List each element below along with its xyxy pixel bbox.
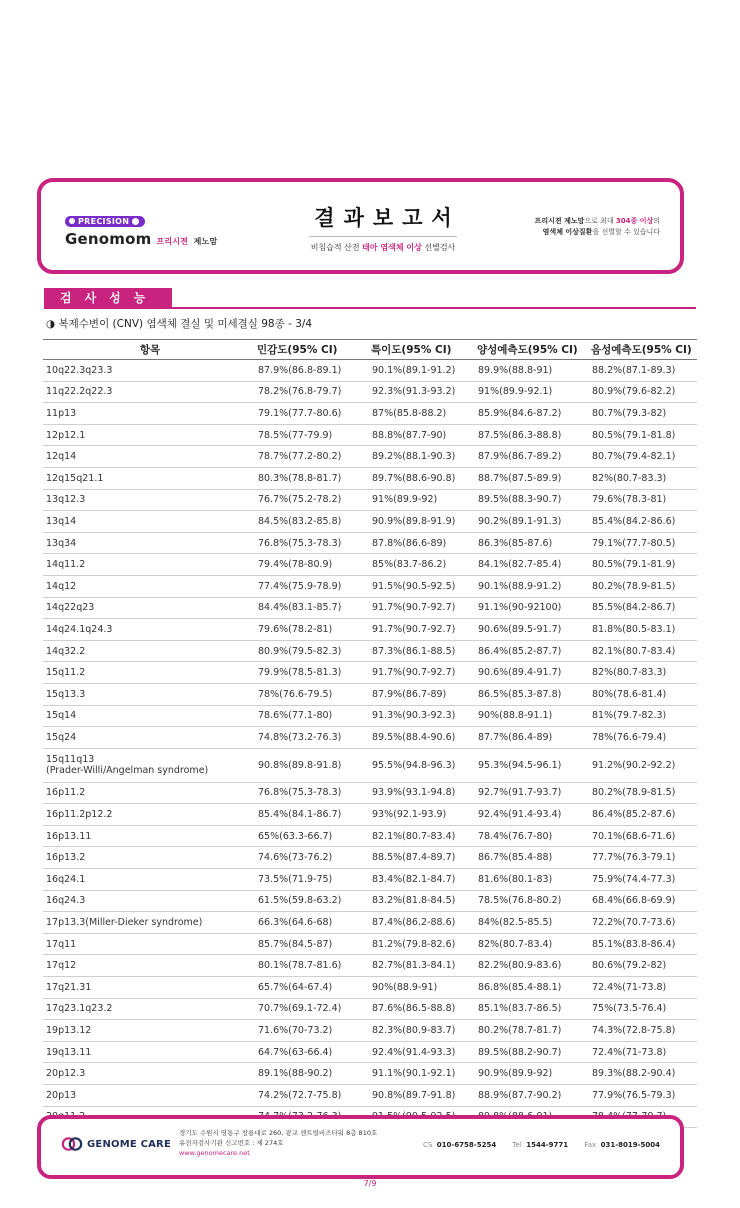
cell-sensitivity: 79.6%(78.2-81)	[257, 619, 371, 641]
cell-item: 20p13	[43, 1085, 257, 1107]
cell-npv: 70.1%(68.6-71.6)	[591, 825, 697, 847]
table-row	[43, 575, 697, 597]
cell-item: 11q22.2q22.3	[43, 381, 257, 403]
cell-ppv: 92.4%(91.4-93.4)	[477, 804, 591, 826]
cell-npv: 72.4%(71-73.8)	[591, 1041, 697, 1063]
cell-sensitivity: 78%(76.6-79.5)	[257, 683, 371, 705]
cell-item: 14q32.2	[43, 640, 257, 662]
note-post: 의	[653, 217, 660, 225]
cell-sensitivity: 79.4%(78-80.9)	[257, 554, 371, 576]
cell-sensitivity: 78.5%(77-79.9)	[257, 424, 371, 446]
note-line-2	[535, 227, 660, 238]
section-divider	[44, 307, 696, 309]
cell-npv: 80.2%(78.9-81.5)	[591, 575, 697, 597]
cell-specificity: 93%(92.1-93.9)	[371, 804, 477, 826]
cell-npv: 80%(78.6-81.4)	[591, 683, 697, 705]
cell-npv: 85.4%(84.2-86.6)	[591, 511, 697, 533]
cell-specificity: 87.9%(86.7-89)	[371, 683, 477, 705]
cell-npv: 88.2%(87.1-89.3)	[591, 360, 697, 382]
header-sensitivity: 민감도(95% CI)	[257, 340, 371, 360]
genomecare-logo	[61, 1137, 171, 1151]
cell-sensitivity: 65.7%(64-67.4)	[257, 977, 371, 999]
cell-sensitivity: 78.2%(76.8-79.7)	[257, 381, 371, 403]
cell-item: 19q13.11	[43, 1041, 257, 1063]
table-row	[43, 511, 697, 533]
cell-ppv: 89.5%(88.3-90.7)	[477, 489, 591, 511]
cell-ppv: 86.7%(85.4-88)	[477, 847, 591, 869]
fax-label: Fax	[584, 1141, 597, 1149]
cell-ppv: 82.2%(80.9-83.6)	[477, 955, 591, 977]
header-item: 항목	[43, 340, 257, 360]
cell-specificity: 92.3%(91.3-93.2)	[371, 381, 477, 403]
note-end: 을 선별할 수 있습니다	[592, 228, 660, 236]
cell-sensitivity: 87.9%(86.8-89.1)	[257, 360, 371, 382]
table-row	[43, 847, 697, 869]
cell-sensitivity: 78.6%(77.1-80)	[257, 705, 371, 727]
table-caption: ◑ 복제수변이 (CNV) 염색체 결실 및 미세결실 98종 - 3/4	[46, 318, 313, 330]
cell-ppv: 87.5%(86.3-88.8)	[477, 424, 591, 446]
cell-ppv: 84%(82.5-85.5)	[477, 912, 591, 934]
cell-specificity: 85%(83.7-86.2)	[371, 554, 477, 576]
cell-ppv: 87.9%(86.7-89.2)	[477, 446, 591, 468]
cell-specificity: 91.7%(90.7-92.7)	[371, 619, 477, 641]
cell-sensitivity: 85.4%(84.1-86.7)	[257, 804, 371, 826]
report-subtitle	[303, 242, 463, 253]
cell-sensitivity: 79.9%(78.5-81.3)	[257, 662, 371, 684]
brand-label: Genomom	[65, 230, 152, 248]
cell-sensitivity: 77.4%(75.9-78.9)	[257, 575, 371, 597]
cell-item: 10q22.3q23.3	[43, 360, 257, 382]
cell-specificity: 83.2%(81.8-84.5)	[371, 890, 477, 912]
table-row	[43, 825, 697, 847]
header-npv: 음성예측도(95% CI)	[591, 340, 697, 360]
cell-npv: 89.3%(88.2-90.4)	[591, 1063, 697, 1085]
cell-npv: 80.7%(79.3-82)	[591, 403, 697, 425]
fax-number: 031-8019-5004	[600, 1141, 660, 1149]
license: 유전자검사기관 신고번호 : 제 274호	[179, 1139, 284, 1147]
subtitle-highlight: 태아 염색체 이상	[362, 243, 422, 252]
cell-sensitivity: 74.2%(72.7-75.8)	[257, 1085, 371, 1107]
table-row	[43, 597, 697, 619]
cell-ppv: 86.8%(85.4-88.1)	[477, 977, 591, 999]
cell-specificity: 90.9%(89.8-91.9)	[371, 511, 477, 533]
cell-ppv: 90.1%(88.9-91.2)	[477, 575, 591, 597]
table-row	[43, 683, 697, 705]
cs-label: CS	[423, 1141, 433, 1149]
cell-item: 15q11.2	[43, 662, 257, 684]
table-row	[43, 998, 697, 1020]
table-row	[43, 489, 697, 511]
cell-sensitivity: 70.7%(69.1-72.4)	[257, 998, 371, 1020]
cell-npv: 68.4%(66.8-69.9)	[591, 890, 697, 912]
cell-ppv: 81.6%(80.1-83)	[477, 869, 591, 891]
website-link[interactable]: www.genomecare.net	[179, 1149, 250, 1157]
table-row	[43, 1020, 697, 1042]
table-row	[43, 955, 697, 977]
cell-npv: 86.4%(85.2-87.6)	[591, 804, 697, 826]
cell-specificity: 90%(88.9-91)	[371, 977, 477, 999]
table-row	[43, 446, 697, 468]
cell-npv: 75.9%(74.4-77.3)	[591, 869, 697, 891]
cell-item: 16q24.3	[43, 890, 257, 912]
cell-npv: 72.2%(70.7-73.6)	[591, 912, 697, 934]
cell-item: 12q15q21.1	[43, 467, 257, 489]
cell-item: 12p12.1	[43, 424, 257, 446]
cell-specificity: 95.5%(94.8-96.3)	[371, 748, 477, 782]
subtitle-post: 선별검사	[421, 243, 456, 252]
cell-npv: 75%(73.5-76.4)	[591, 998, 697, 1020]
brand-name	[65, 230, 217, 248]
cell-sensitivity: 80.3%(78.8-81.7)	[257, 467, 371, 489]
cell-item: 17q23.1q23.2	[43, 998, 257, 1020]
section-tab: 검사성능	[44, 288, 172, 308]
cell-specificity: 87.8%(86.6-89)	[371, 532, 477, 554]
table-row	[43, 869, 697, 891]
cell-sensitivity: 78.7%(77.2-80.2)	[257, 446, 371, 468]
cell-npv: 80.6%(79.2-82)	[591, 955, 697, 977]
cell-ppv: 87.7%(86.4-89)	[477, 727, 591, 749]
cell-sensitivity: 74.8%(73.2-76.3)	[257, 727, 371, 749]
cell-sensitivity: 76.8%(75.3-78.3)	[257, 532, 371, 554]
cell-item: 15q24	[43, 727, 257, 749]
cell-item: 14q24.1q24.3	[43, 619, 257, 641]
cell-item: 13q14	[43, 511, 257, 533]
cell-npv: 82%(80.7-83.3)	[591, 467, 697, 489]
header-ppv: 양성예측도(95% CI)	[477, 340, 591, 360]
table-row	[43, 1041, 697, 1063]
cell-specificity: 93.9%(93.1-94.8)	[371, 782, 477, 804]
cell-specificity: 91%(89.9-92)	[371, 489, 477, 511]
cell-ppv: 90.6%(89.4-91.7)	[477, 662, 591, 684]
cell-ppv: 82%(80.7-83.4)	[477, 933, 591, 955]
cell-item: 14q12	[43, 575, 257, 597]
table-row	[43, 782, 697, 804]
cell-specificity: 90.1%(89.1-91.2)	[371, 360, 477, 382]
cell-item: 13q12.3	[43, 489, 257, 511]
note-brand: 프리시젼 제노맘	[534, 217, 585, 225]
report-footer	[37, 1115, 684, 1179]
cell-npv: 72.4%(71-73.8)	[591, 977, 697, 999]
note-disease: 염색체 이상질환	[542, 228, 593, 236]
table-row	[43, 662, 697, 684]
genomom-logo	[65, 209, 217, 248]
cell-item: 11p13	[43, 403, 257, 425]
cell-item: 16p11.2p12.2	[43, 804, 257, 826]
cell-sensitivity: 84.4%(83.1-85.7)	[257, 597, 371, 619]
cell-item-line: (Prader-Willi/Angelman syndrome)	[46, 765, 209, 777]
table-row	[43, 727, 697, 749]
cell-sensitivity: 71.6%(70-73.2)	[257, 1020, 371, 1042]
cell-ppv: 85.1%(83.7-86.5)	[477, 998, 591, 1020]
cell-npv: 82%(80.7-83.3)	[591, 662, 697, 684]
cell-specificity: 83.4%(82.1-84.7)	[371, 869, 477, 891]
cell-item: 16q24.1	[43, 869, 257, 891]
cell-npv: 80.5%(79.1-81.9)	[591, 554, 697, 576]
table-row	[43, 403, 697, 425]
cell-sensitivity: 73.5%(71.9-75)	[257, 869, 371, 891]
table-row	[43, 1063, 697, 1085]
cell-specificity: 91.5%(90.5-92.5)	[371, 575, 477, 597]
cell-specificity: 91.7%(90.7-92.7)	[371, 597, 477, 619]
subtitle-pre: 비침습적 산전	[310, 243, 363, 252]
table-row	[43, 912, 697, 934]
cell-item: 15q13.3	[43, 683, 257, 705]
cell-item: 17q11	[43, 933, 257, 955]
page-number: 7/9	[363, 1179, 377, 1188]
cell-specificity: 82.1%(80.7-83.4)	[371, 825, 477, 847]
badge-dot-icon	[69, 218, 75, 224]
cell-specificity: 88.5%(87.4-89.7)	[371, 847, 477, 869]
precision-label: PRECISION	[78, 216, 130, 226]
tel-number: 1544-9771	[526, 1141, 569, 1149]
cell-item: 15q14	[43, 705, 257, 727]
tel-label: Tel	[512, 1141, 522, 1149]
cell-npv: 80.5%(79.1-81.8)	[591, 424, 697, 446]
cell-specificity: 87.3%(86.1-88.5)	[371, 640, 477, 662]
title-divider	[309, 236, 457, 237]
cell-ppv: 90.2%(89.1-91.3)	[477, 511, 591, 533]
cell-sensitivity: 74.6%(73-76.2)	[257, 847, 371, 869]
table-row	[43, 1085, 697, 1107]
cell-npv: 77.7%(76.3-79.1)	[591, 847, 697, 869]
note-line-1	[535, 216, 660, 227]
cell-ppv: 90.6%(89.5-91.7)	[477, 619, 591, 641]
cell-sensitivity: 61.5%(59.8-63.2)	[257, 890, 371, 912]
cell-sensitivity: 65%(63.3-66.7)	[257, 825, 371, 847]
brand-kr-2: 제노맘	[193, 237, 218, 246]
cell-sensitivity: 76.7%(75.2-78.2)	[257, 489, 371, 511]
cell-item: 20p12.3	[43, 1063, 257, 1085]
cell-specificity: 81.2%(79.8-82.6)	[371, 933, 477, 955]
cell-npv: 85.1%(83.8-86.4)	[591, 933, 697, 955]
cell-ppv: 92.7%(91.7-93.7)	[477, 782, 591, 804]
cell-npv: 80.9%(79.6-82.2)	[591, 381, 697, 403]
note-highlight: 304종 이상	[615, 217, 654, 225]
cell-specificity: 82.3%(80.9-83.7)	[371, 1020, 477, 1042]
cell-sensitivity: 90.8%(89.8-91.8)	[257, 748, 371, 782]
cell-npv: 74.3%(72.8-75.8)	[591, 1020, 697, 1042]
cell-ppv: 88.9%(87.7-90.2)	[477, 1085, 591, 1107]
cell-sensitivity: 89.1%(88-90.2)	[257, 1063, 371, 1085]
table-row	[43, 619, 697, 641]
cell-sensitivity: 85.7%(84.5-87)	[257, 933, 371, 955]
cell-ppv: 89.9%(88.8-91)	[477, 360, 591, 382]
cell-ppv: 85.9%(84.6-87.2)	[477, 403, 591, 425]
table-row	[43, 554, 697, 576]
cell-sensitivity: 79.1%(77.7-80.6)	[257, 403, 371, 425]
cell-ppv: 90.9%(89.9-92)	[477, 1063, 591, 1085]
table-row	[43, 360, 697, 382]
cell-npv: 77.9%(76.5-79.3)	[591, 1085, 697, 1107]
cell-ppv: 84.1%(82.7-85.4)	[477, 554, 591, 576]
cell-sensitivity: 76.8%(75.3-78.3)	[257, 782, 371, 804]
cell-item: 14q22q23	[43, 597, 257, 619]
cell-npv: 81%(79.7-82.3)	[591, 705, 697, 727]
genomecare-mark-icon	[61, 1137, 83, 1151]
cell-item: 16p13.11	[43, 825, 257, 847]
cell-specificity: 87.4%(86.2-88.6)	[371, 912, 477, 934]
table-row	[43, 890, 697, 912]
address: 경기도 수원시 영통구 창룡대로 260, 광교 센트럴비즈타워 8층 810호	[179, 1129, 378, 1137]
cell-ppv: 91.1%(90-92100)	[477, 597, 591, 619]
cell-specificity: 90.8%(89.7-91.8)	[371, 1085, 477, 1107]
report-header	[37, 178, 684, 274]
cell-specificity: 89.5%(88.4-90.6)	[371, 727, 477, 749]
table-row	[43, 933, 697, 955]
cell-ppv: 80.2%(78.7-81.7)	[477, 1020, 591, 1042]
cell-ppv: 86.4%(85.2-87.7)	[477, 640, 591, 662]
cell-sensitivity: 64.7%(63-66.4)	[257, 1041, 371, 1063]
cell-specificity: 91.3%(90.3-92.3)	[371, 705, 477, 727]
cell-ppv: 86.3%(85-87.6)	[477, 532, 591, 554]
table-row	[43, 381, 697, 403]
cell-ppv: 88.7%(87.5-89.9)	[477, 467, 591, 489]
cell-specificity: 82.7%(81.3-84.1)	[371, 955, 477, 977]
cell-ppv: 78.5%(76.8-80.2)	[477, 890, 591, 912]
cell-npv: 79.6%(78.3-81)	[591, 489, 697, 511]
cell-item	[43, 748, 257, 782]
cell-ppv: 78.4%(76.7-80)	[477, 825, 591, 847]
table-header-row	[43, 340, 697, 360]
cell-specificity: 89.7%(88.6-90.8)	[371, 467, 477, 489]
table-row	[43, 424, 697, 446]
cell-sensitivity: 80.1%(78.7-81.6)	[257, 955, 371, 977]
cell-sensitivity: 66.3%(64.6-68)	[257, 912, 371, 934]
cell-item: 17p13.3(Miller-Dieker syndrome)	[43, 912, 257, 934]
cell-item: 17q21.31	[43, 977, 257, 999]
cell-specificity: 87%(85.8-88.2)	[371, 403, 477, 425]
cell-specificity: 87.6%(86.5-88.8)	[371, 998, 477, 1020]
company-address-block	[179, 1128, 377, 1158]
table-row	[43, 705, 697, 727]
cell-npv: 78%(76.6-79.4)	[591, 727, 697, 749]
precision-badge	[65, 216, 145, 227]
header-note	[535, 216, 660, 238]
cell-sensitivity: 80.9%(79.5-82.3)	[257, 640, 371, 662]
cell-item-line: 15q11q13	[46, 754, 95, 766]
cell-ppv: 89.5%(88.2-90.7)	[477, 1041, 591, 1063]
badge-ring-icon	[132, 218, 139, 225]
cell-item: 16p13.2	[43, 847, 257, 869]
cell-item: 13q34	[43, 532, 257, 554]
table-row	[43, 748, 697, 782]
table-row	[43, 532, 697, 554]
cell-npv: 81.8%(80.5-83.1)	[591, 619, 697, 641]
cell-specificity: 91.1%(90.1-92.1)	[371, 1063, 477, 1085]
note-mid: 으로 최대	[584, 217, 616, 225]
cell-ppv: 86.5%(85.3-87.8)	[477, 683, 591, 705]
cell-npv: 80.2%(78.9-81.5)	[591, 782, 697, 804]
performance-table	[43, 339, 697, 1128]
cell-specificity: 88.8%(87.7-90)	[371, 424, 477, 446]
cell-npv: 85.5%(84.2-86.7)	[591, 597, 697, 619]
cell-npv: 79.1%(77.7-80.5)	[591, 532, 697, 554]
cell-sensitivity: 84.5%(83.2-85.8)	[257, 511, 371, 533]
cell-npv: 91.2%(90.2-92.2)	[591, 748, 697, 782]
brand-kr-1: 프리시젼	[156, 237, 189, 246]
report-title-block	[303, 202, 463, 253]
table-row	[43, 640, 697, 662]
cell-specificity: 92.4%(91.4-93.3)	[371, 1041, 477, 1063]
table-row	[43, 467, 697, 489]
cell-npv: 82.1%(80.7-83.4)	[591, 640, 697, 662]
cell-item: 12q14	[43, 446, 257, 468]
cell-npv: 80.7%(79.4-82.1)	[591, 446, 697, 468]
cell-item: 16p11.2	[43, 782, 257, 804]
table-row	[43, 977, 697, 999]
cell-item: 14q11.2	[43, 554, 257, 576]
report-title: 결과보고서	[314, 206, 461, 230]
table-row	[43, 804, 697, 826]
cs-number: 010-6758-5254	[436, 1141, 497, 1149]
contacts	[423, 1141, 660, 1149]
cell-specificity: 91.7%(90.7-92.7)	[371, 662, 477, 684]
cell-item: 19p13.12	[43, 1020, 257, 1042]
header-specificity: 특이도(95% CI)	[371, 340, 477, 360]
cell-ppv: 95.3%(94.5-96.1)	[477, 748, 591, 782]
cell-ppv: 91%(89.9-92.1)	[477, 381, 591, 403]
company-name: GENOME CARE	[87, 1138, 171, 1150]
cell-item: 17q12	[43, 955, 257, 977]
cell-specificity: 89.2%(88.1-90.3)	[371, 446, 477, 468]
cell-ppv: 90%(88.8-91.1)	[477, 705, 591, 727]
